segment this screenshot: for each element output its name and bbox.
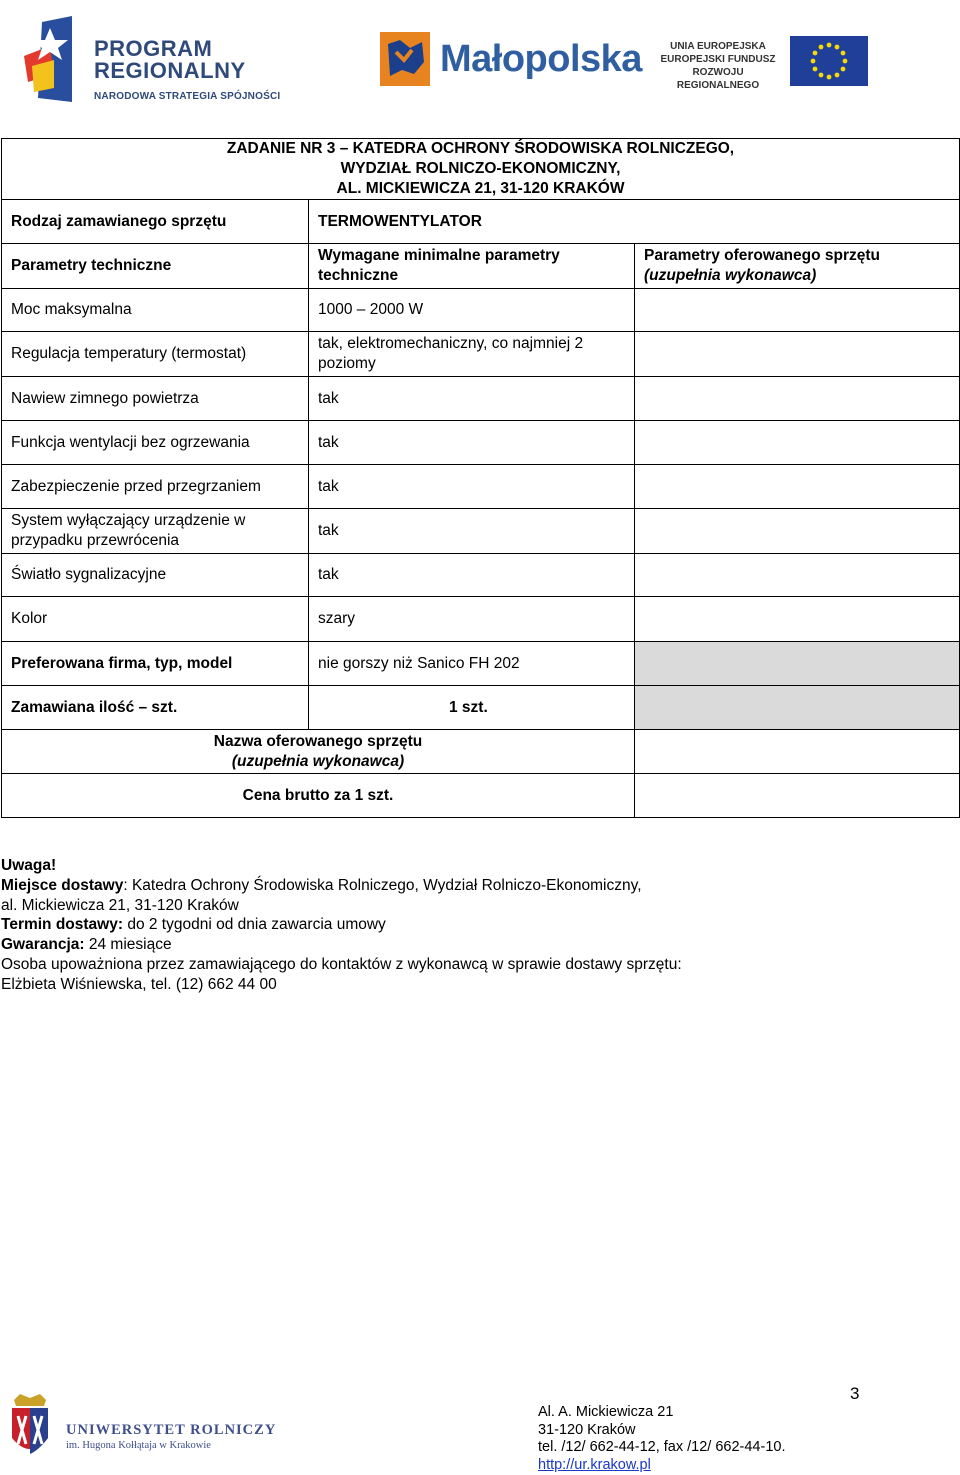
website-link[interactable]: http://ur.krakow.pl [538, 1456, 651, 1473]
delivery-time-value: do 2 tygodni od dnia zawarcia umowy [123, 916, 386, 934]
param-name: Kolor [2, 597, 309, 642]
warranty-label: Gwarancja: [1, 936, 85, 954]
address-line1: Al. A. Mickiewicza 21 [538, 1404, 674, 1420]
address-line3: tel. /12/ 662-44-12, fax /12/ 662-44-10. [538, 1439, 786, 1456]
param-value: szary [309, 597, 635, 642]
param-name: Nawiew zimnego powietrza [2, 377, 309, 421]
param-value: tak [309, 465, 635, 509]
program-regionalny-emblem-icon [24, 16, 80, 104]
table-row [2, 509, 960, 554]
university-logo [8, 1392, 278, 1464]
malopolska-logo [380, 32, 640, 90]
offered-value-cell[interactable] [635, 332, 960, 377]
delivery-time-label: Termin dostawy: [1, 916, 124, 934]
table-row [2, 421, 960, 465]
title-line-1: ZADANIE NR 3 – KATEDRA OCHRONY ŚRODOWISKA ROLNICZEGO, [226, 140, 735, 157]
price-input-cell[interactable] [635, 774, 960, 818]
table-row [2, 289, 960, 332]
offered-name-row [2, 730, 960, 774]
eu-flag-icon [790, 36, 868, 86]
offered-name-text: Nazwa oferowanego sprzętu [213, 732, 423, 750]
title-line-3: AL. MICKIEWICZA 21, 31-120 KRAKÓW [336, 180, 625, 197]
offered-name-label [2, 730, 635, 774]
program-logo-line3: NARODOWA STRATEGIA SPÓJNOŚCI [94, 91, 281, 102]
page-number: 3 [850, 1384, 860, 1403]
university-crest-icon [8, 1392, 52, 1462]
param-value: tak [309, 554, 635, 597]
table-row [2, 465, 960, 509]
offered-name-note: (uzupełnia wykonawca) [231, 752, 405, 770]
param-value: tak [309, 509, 635, 554]
table-title [2, 139, 960, 200]
offered-value-cell[interactable] [635, 377, 960, 421]
offered-value-cell[interactable] [635, 554, 960, 597]
offered-value-cell[interactable] [635, 597, 960, 642]
warranty-value: 24 miesiące [84, 936, 172, 954]
contact-line: Osoba upoważniona przez zamawiającego do kontaktów z wykonawcą w sprawie dostawy sprzętu: [1, 955, 682, 973]
preferred-model-row [2, 642, 960, 686]
warning-heading: Uwaga! [1, 857, 57, 874]
warranty-line [1, 935, 951, 955]
equipment-type-value: TERMOWENTYLATOR [309, 200, 960, 244]
spec-table [1, 138, 960, 818]
university-subtitle: im. Hugona Kołłątaja w Krakowie [66, 1440, 211, 1451]
param-name: Zabezpieczenie przed przegrzaniem [2, 465, 309, 509]
quantity-row [2, 686, 960, 730]
offered-value-cell[interactable] [635, 465, 960, 509]
param-value: tak [309, 421, 635, 465]
min-params-header: Wymagane minimalne parametry techniczne [309, 244, 635, 289]
offered-value-cell[interactable] [635, 509, 960, 554]
offered-value-cell[interactable] [635, 289, 960, 332]
equipment-type-label: Rodzaj zamawianego sprzętu [2, 200, 309, 244]
offered-value-cell[interactable] [635, 421, 960, 465]
program-logo-line1: PROGRAM [94, 36, 213, 61]
university-name: UNIWERSYTET ROLNICZY [66, 1422, 277, 1438]
preferred-model-value: nie gorszy niż Sanico FH 202 [309, 642, 635, 686]
offered-params-header [635, 244, 960, 289]
offered-header-note: (uzupełnia wykonawca) [644, 267, 817, 284]
delivery-place-label: Miejsce dostawy [1, 876, 124, 894]
eu-logo-line2: EUROPEJSKI FUNDUSZ [660, 54, 776, 65]
footer-address [538, 1404, 785, 1474]
delivery-notes [1, 856, 951, 995]
eu-fund-logo [652, 36, 872, 91]
param-name: Moc maksymalna [2, 289, 309, 332]
quantity-value: 1 szt. [309, 686, 635, 730]
param-name: Funkcja wentylacji bez ogrzewania [2, 421, 309, 465]
delivery-place-line2: al. Mickiewicza 21, 31-120 Kraków [1, 896, 239, 914]
quantity-label: Zamawiana ilość – szt. [2, 686, 309, 730]
delivery-place-line [1, 876, 951, 896]
table-row [2, 597, 960, 642]
param-name: Regulacja temperatury (termostat) [2, 332, 309, 377]
table-row [2, 377, 960, 421]
param-value: 1000 – 2000 W [309, 289, 635, 332]
malopolska-emblem-icon [380, 32, 430, 86]
address-line2: 31-120 Kraków [538, 1421, 636, 1438]
offered-name-input-cell[interactable] [635, 730, 960, 774]
preferred-model-gray-cell [635, 642, 960, 686]
param-name: System wyłączający urządzenie w przypadku przewrócenia [2, 509, 309, 554]
param-value: tak [309, 377, 635, 421]
delivery-place-value: : Katedra Ochrony Środowiska Rolniczego, Wydział Rolniczo-Ekonomiczny, [123, 876, 642, 894]
table-title-row [2, 139, 960, 200]
param-value: tak, elektromechaniczny, co najmniej 2 poziomy [309, 332, 635, 377]
equipment-type-row [2, 200, 960, 244]
preferred-model-label: Preferowana firma, typ, model [2, 642, 309, 686]
price-row [2, 774, 960, 818]
quantity-gray-cell [635, 686, 960, 730]
table-row [2, 332, 960, 377]
param-name: Światło sygnalizacyjne [2, 554, 309, 597]
offered-header-text: Parametry oferowanego sprzętu [644, 247, 881, 264]
title-line-2: WYDZIAŁ ROLNICZO-EKONOMICZNY, [340, 160, 621, 177]
delivery-time-line [1, 915, 951, 935]
malopolska-logo-text: Małopolska [440, 38, 642, 80]
eu-logo-line1: UNIA EUROPEJSKA [670, 41, 766, 52]
price-label: Cena brutto za 1 szt. [2, 774, 635, 818]
table-row [2, 554, 960, 597]
contact-person: Elżbieta Wiśniewska, tel. (12) 662 44 00 [1, 975, 277, 993]
params-label: Parametry techniczne [2, 244, 309, 289]
eu-logo-line3: ROZWOJU REGIONALNEGO [676, 67, 760, 91]
program-regionalny-logo [24, 16, 284, 106]
program-logo-line2: REGIONALNY [94, 58, 246, 83]
params-header-row [2, 244, 960, 289]
